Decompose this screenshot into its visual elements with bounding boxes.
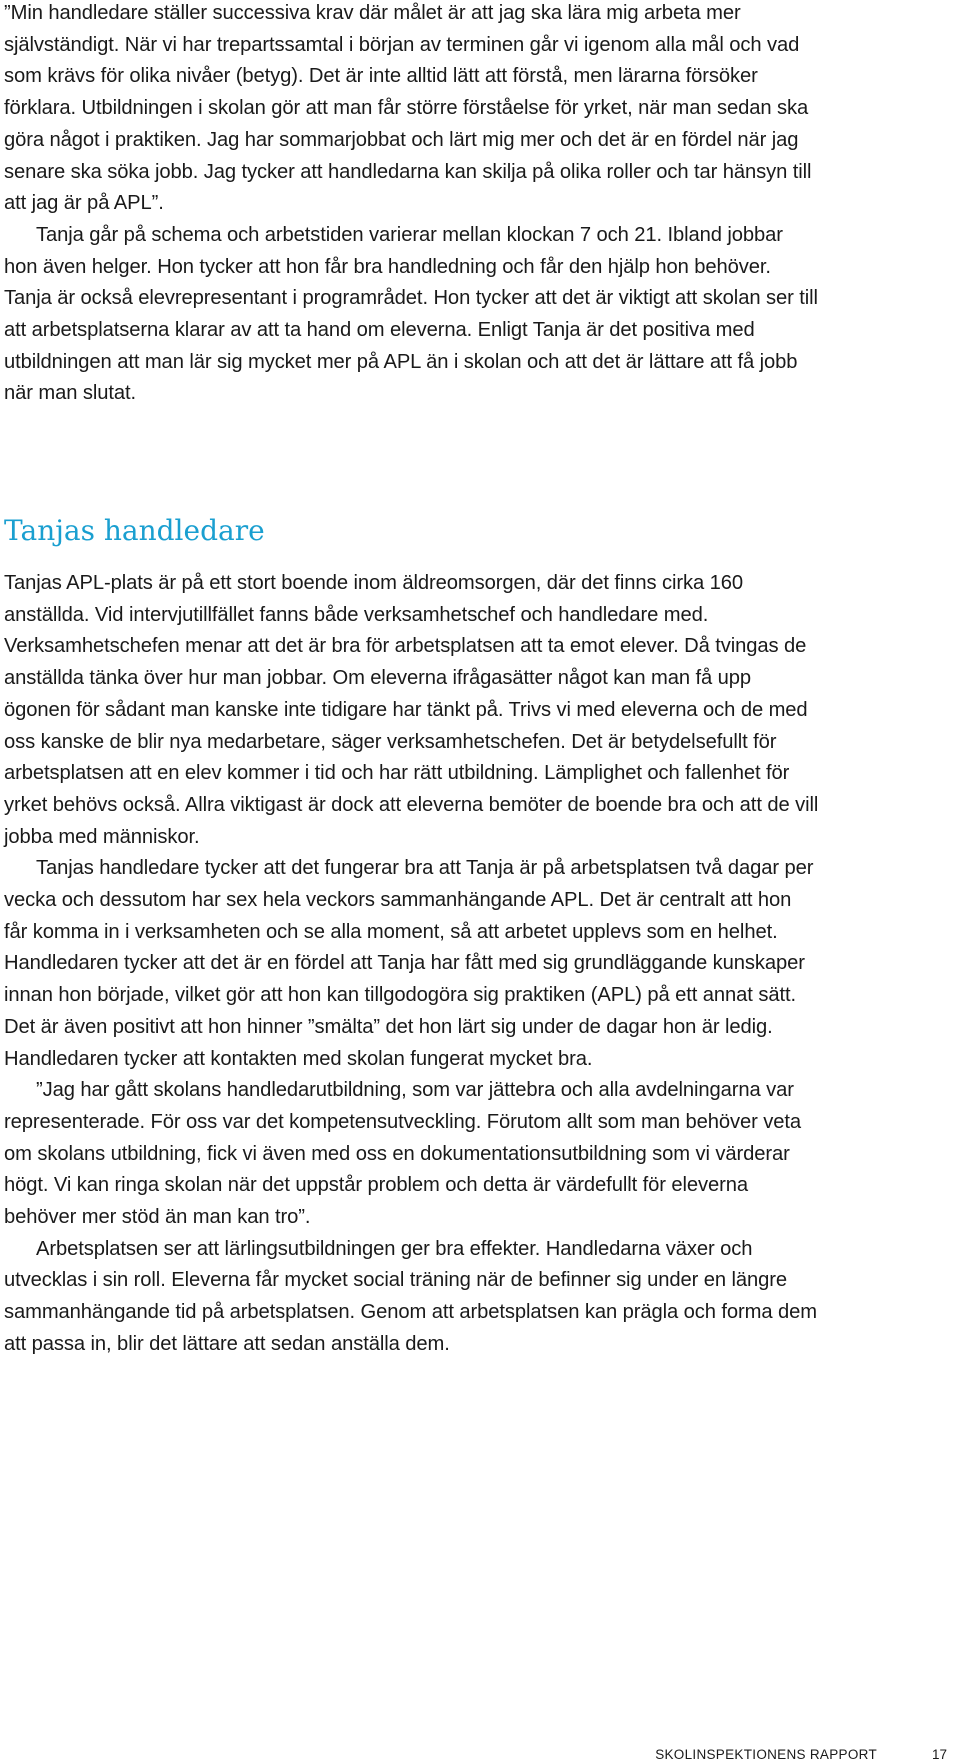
body-paragraph: Tanjas APL-plats är på ett stort boende inom äldreomsorgen, där det finns cirka 160 anställda. Vid intervjutillfället fanns både verksamhetschef och handledare med. Verksamhetschefen menar att det är bra för arbetsplatsen att ta emot elever. Då tvingas de anställda tänka över hur man jobbar. Om eleverna ifrågasätter något kan man få upp ögonen för sådant man kanske inte tidigare har tänkt på. Trivs vi med eleverna och de med oss kanske de blir nya medarbetare, säger verksamhetschefen. Det är betydelsefullt för arbetsplatsen att en elev kommer i tid och har rätt utbildning. Lämplighet och fallenhet för yrket behövs också. Allra viktigast är dock att eleverna bemöter de boende bra och att de vill jobba med människor.: [4, 572, 819, 848]
section-heading: Tanjas handledare: [4, 514, 265, 547]
quote-paragraph: ”Jag har gått skolans handledarutbildning, som var jättebra och alla avdelningarna var representerade. För oss var det kompetensutveckling. Förutom allt som man behöver veta om skolans utbildning, fick vi även med oss en dokumentationsutbildning som vi värderar högt. Vi kan ringa skolan när det uppstår problem och detta är värdefullt för eleverna behöver mer stöd än man kan tro”.: [4, 1079, 802, 1229]
body-paragraph: Tanjas handledare tycker att det fungerar bra att Tanja är på arbetsplatsen två dagar per vecka och dessutom har sex hela veckors sammanhängande APL. Det är centralt att hon får komma in i verksamheten och se alla moment, så att arbetet upplevs som en helhet. Handledaren tycker att det är en fördel att Tanja har fått med sig grundläggande kunskaper innan hon började, vilket gör att hon kan tillgodogöra sig praktiken (APL) på ett annat sätt. Det är även positivt att hon hinner ”smälta” det hon lärt sig under de dagar hon är ledig. Handledaren tycker att kontakten med skolan fungerat mycket bra.: [4, 857, 814, 1070]
body-paragraph: Arbetsplatsen ser att lärlingsutbildningen ger bra effekter. Handledarna växer och utvecklas i sin roll. Eleverna får mycket social träning när de befinner sig under en längre sammanhängande tid på arbetsplatsen. Genom att arbetsplatsen kan prägla och forma dem att passa in, blir det lättare att sedan anställa dem.: [4, 1237, 817, 1355]
quote-paragraph: ”Min handledare ställer successiva krav där målet är att jag ska lära mig arbeta mer självständigt. När vi har trepartssamtal i början av terminen går vi igenom alla mål och vad som krävs för olika nivåer (betyg). Det är inte alltid lätt att förstå, men lärarna försöker förklara. Utbildningen i skolan gör att man får större förståelse för yrket, när man sedan ska göra något i praktiken. Jag har sommarjobbat och lärt mig mer och det är en fördel när jag senare ska söka jobb. Jag tycker att handledarna kan skilja på olika roller och tar hänsyn till att jag är på APL”.: [4, 2, 812, 215]
page-footer: [0, 1744, 960, 1764]
footer-report-title: SKOLINSPEKTIONENS RAPPORT: [655, 1747, 877, 1762]
body-paragraph: Tanja går på schema och arbetstiden varierar mellan klockan 7 och 21. Ibland jobbar hon även helger. Hon tycker att hon får bra handledning och får den hjälp hon behöver. Tanja är också elevrepresentant i programrådet. Hon tycker att det är viktigt att skolan ser till att arbetsplatserna klarar av att ta hand om eleverna. Enligt Tanja är det positiva med utbildningen att man lär sig mycket mer på APL än i skolan och att det är lättare att få jobb när man slutat.: [4, 223, 818, 405]
page-number: 17: [931, 1747, 947, 1762]
section-body: [4, 568, 820, 1361]
intro-block: [4, 0, 820, 410]
